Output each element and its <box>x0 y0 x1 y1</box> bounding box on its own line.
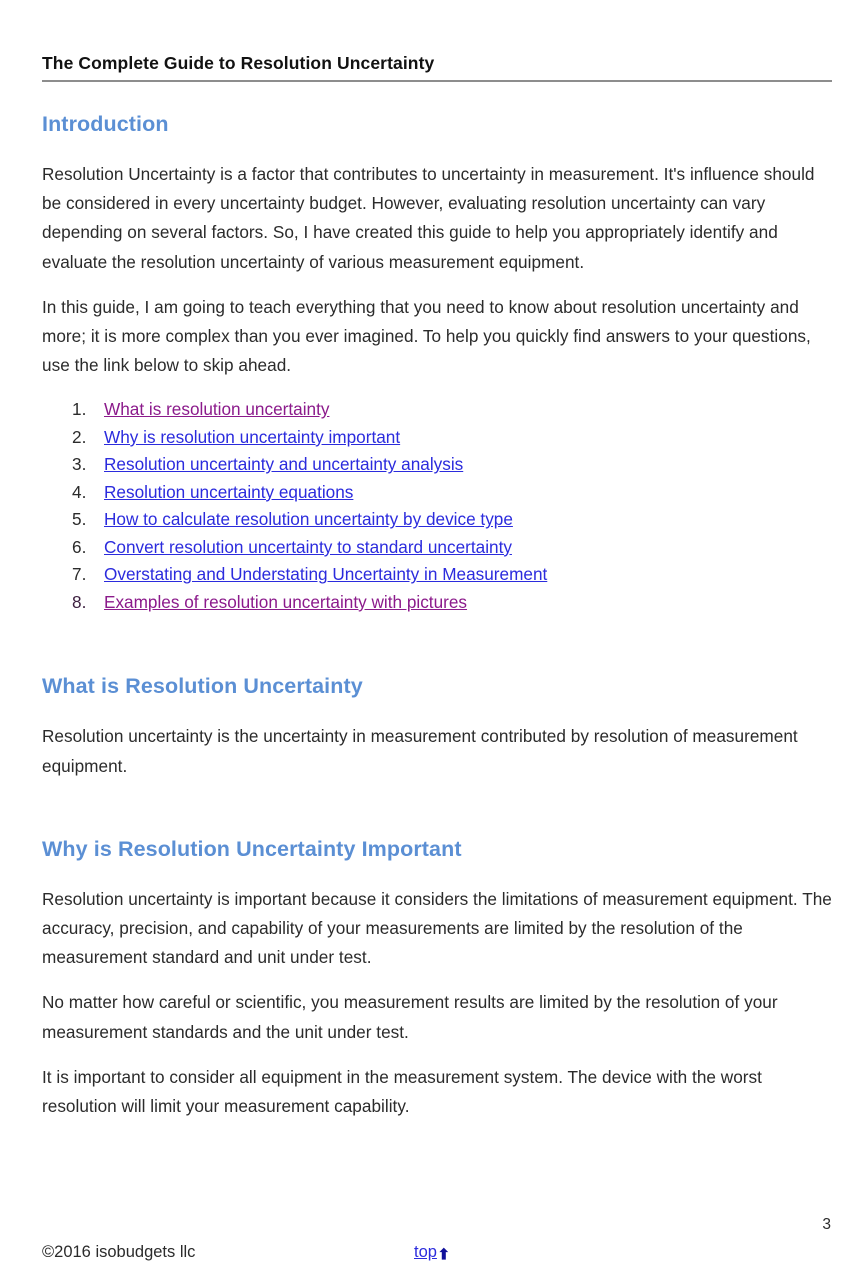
list-item <box>42 424 832 452</box>
spacer <box>42 781 832 835</box>
toc-link-2[interactable]: Why is resolution uncertainty important <box>104 426 401 447</box>
toc-link-8[interactable]: Examples of resolution uncertainty with pictures <box>104 591 468 612</box>
spacer <box>42 972 832 988</box>
spacer <box>42 1047 832 1063</box>
spacer <box>42 138 832 160</box>
why-important-paragraph-3: It is important to consider all equipment in the measurement system. The device with the worst resolution will limit your measurement capability. <box>42 1066 762 1117</box>
list-item <box>42 534 832 562</box>
table-of-contents-list <box>42 396 832 616</box>
spacer <box>42 700 832 722</box>
heading-introduction: Introduction <box>42 112 169 136</box>
spacer <box>42 616 832 672</box>
spacer <box>42 380 832 396</box>
why-important-paragraph-2: No matter how careful or scientific, you measurement results are limited by the resolution of your measurement standards and the unit under test. <box>42 992 778 1042</box>
list-item <box>42 589 832 617</box>
back-to-top-link[interactable] <box>414 1240 451 1265</box>
toc-link-5[interactable]: How to calculate resolution uncertainty by device type <box>104 509 513 530</box>
toc-link-7[interactable]: Overstating and Understating Uncertainty in Measurement <box>104 564 548 585</box>
why-important-paragraph-1: Resolution uncertainty is important because it considers the limitations of measurement equipment. The accuracy, precision, and capability of your measurements are limited by the resolution of the measurement standard and unit under test. <box>42 888 832 968</box>
toc-link-4[interactable]: Resolution uncertainty equations <box>104 481 354 502</box>
arrow-up-icon: ➡ <box>435 1247 453 1261</box>
header-divider <box>42 80 832 82</box>
list-item <box>42 506 832 534</box>
toc-link-1[interactable]: What is resolution uncertainty <box>104 399 330 420</box>
heading-why-is-resolution-uncertainty-important: Why is Resolution Uncertainty Important <box>42 836 462 861</box>
toc-link-3[interactable]: Resolution uncertainty and uncertainty analysis <box>104 454 464 475</box>
toc-link-6[interactable]: Convert resolution uncertainty to standard uncertainty <box>104 536 512 557</box>
document-footer <box>42 1240 832 1266</box>
document-body <box>42 110 832 1121</box>
list-item <box>42 479 832 507</box>
document-header <box>42 52 832 82</box>
spacer <box>42 277 832 293</box>
list-item <box>42 561 832 589</box>
list-item <box>42 451 832 479</box>
footer-copyright: ©2016 isobudgets llc <box>42 1243 196 1261</box>
heading-what-is-resolution-uncertainty: What is Resolution Uncertainty <box>42 674 363 699</box>
introduction-paragraph-2: In this guide, I am going to teach everything that you need to know about resolution uncertainty and more; it is more complex than you ever imagined. To help you quickly find answers to your questions, use the link below to skip ahead. <box>42 296 811 376</box>
list-item <box>42 396 832 424</box>
what-is-paragraph-1: Resolution uncertainty is the uncertainty in measurement contributed by resolution of measurement equipment. <box>42 726 798 776</box>
page-number: 3 <box>822 1216 831 1233</box>
back-to-top-label[interactable]: top <box>414 1243 437 1261</box>
spacer <box>42 863 832 885</box>
document-header-title: The Complete Guide to Resolution Uncertainty <box>42 53 435 73</box>
introduction-paragraph-1: Resolution Uncertainty is a factor that contributes to uncertainty in measurement. It's influence should be considered in every uncertainty budget. However, evaluating resolution uncertainty can vary depending on several factors. So, I have created this guide to help you appropriately identify and evaluate the resolution uncertainty of various measurement equipment. <box>42 164 815 272</box>
